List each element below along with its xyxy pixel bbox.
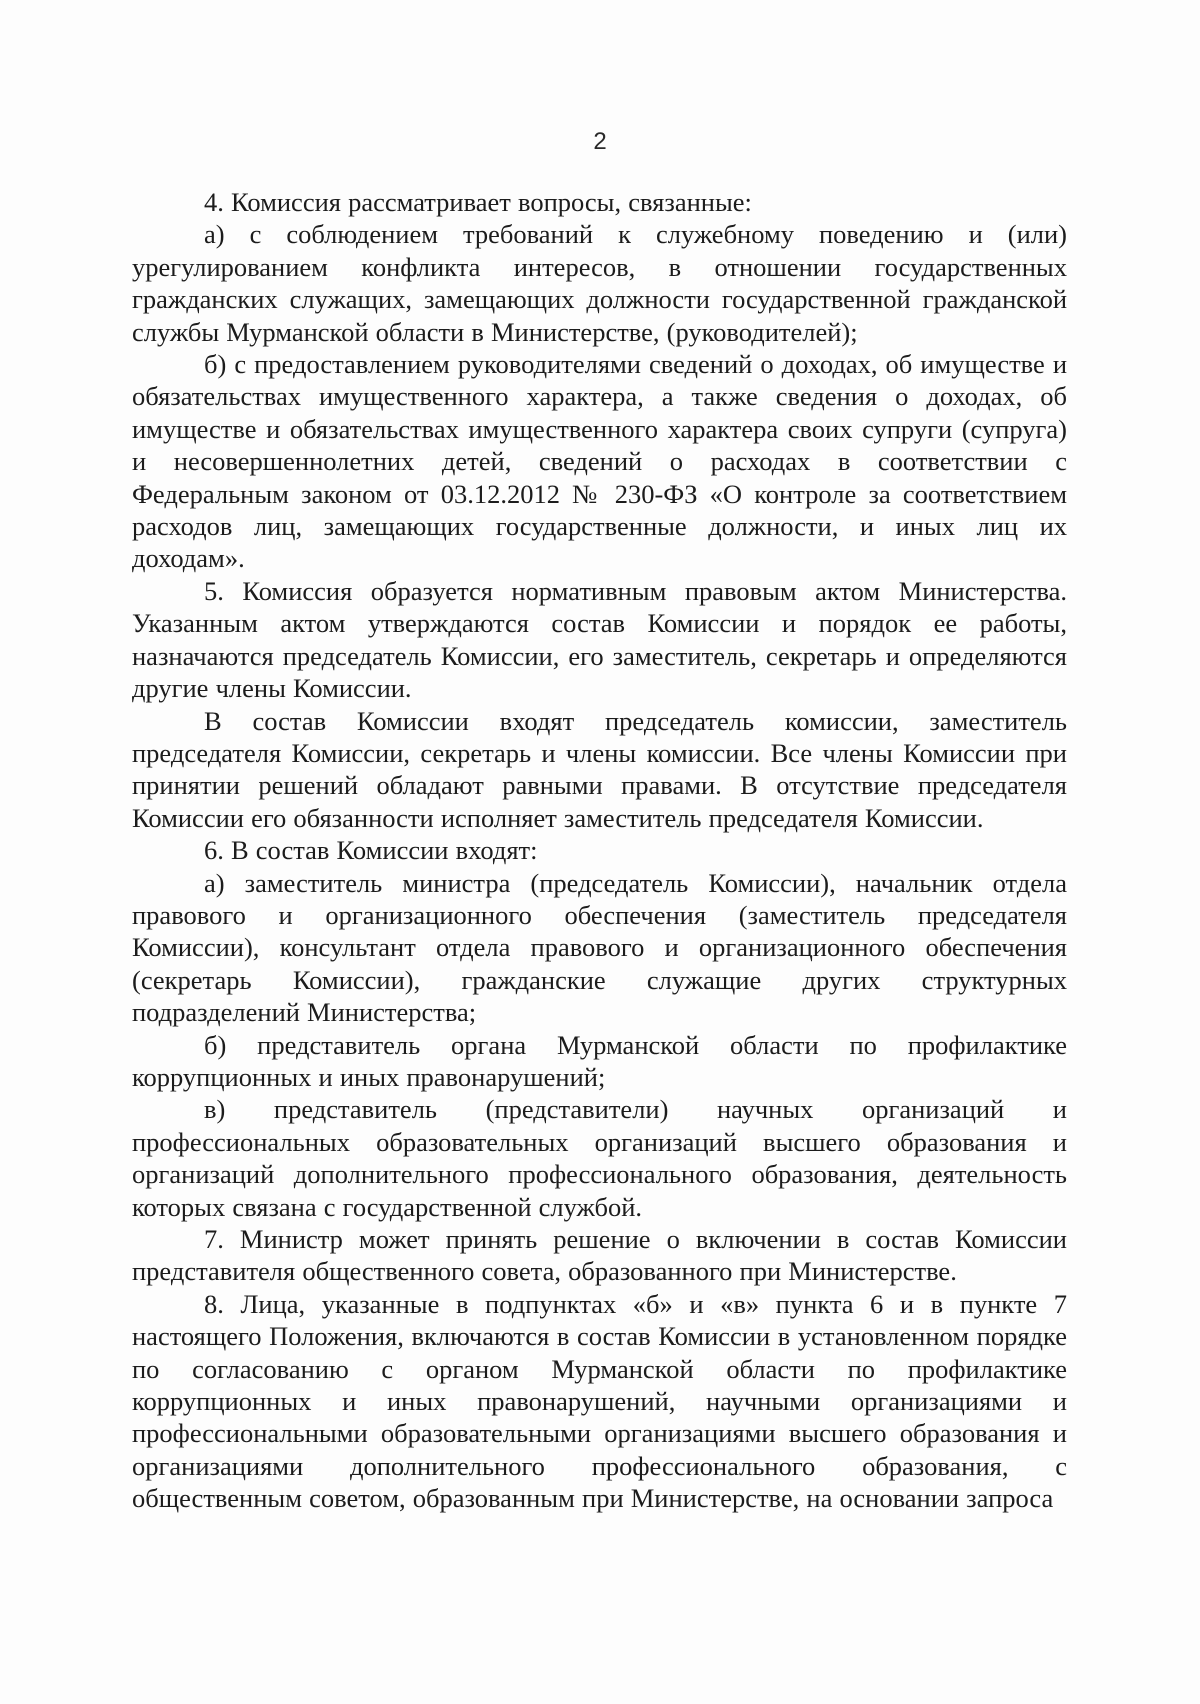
paragraph-6v: в) представитель (представители) научных организаций и профессиональных образовательных организаций высшего образования и организаций дополнительного профессионального образования, деятельность которых связана с государственной службой.: [132, 1094, 1067, 1222]
paragraph-6b: б) представитель органа Мурманской области по профилактике коррупционных и иных правонарушений;: [132, 1029, 1067, 1092]
paragraph-6a: а) заместитель министра (председатель Комиссии), начальник отдела правового и организационного обеспечения (заместитель председателя Комиссии), консультант отдела правового и организационного обеспечения (секретарь Комиссии), гражданские служащие других структурных подразделений Министерства;: [132, 867, 1067, 1028]
paragraph-4b: б) с предоставлением руководителями сведений о доходах, об имуществе и обязательствах имущественного характера, а также сведения о доходах, об имуществе и обязательствах имущественного характера своих супруги (супруга) и несовершеннолетних детей, сведений о расходах в соответствии с Федеральным законом от 03.12.2012 № 230-ФЗ «О контроле за соответствием расходов лиц, замещающих государственные должности, и иных лиц их доходам».: [132, 349, 1067, 574]
page-number: 2: [593, 128, 607, 155]
paragraph-5-composition: В состав Комиссии входят председатель комиссии, заместитель председателя Комиссии, секретарь и члены комиссии. Все члены Комиссии при принятии решений обладают равными правами. В отсутствие председателя Комиссии его обязанности исполняет заместитель председателя Комиссии.: [132, 705, 1067, 833]
paragraph-7: 7. Министр может принять решение о включении в состав Комиссии представителя общественного совета, образованного при Министерстве.: [132, 1224, 1067, 1287]
paragraph-4: 4. Комиссия рассматривает вопросы, связанные:: [204, 187, 752, 217]
paragraph-6: 6. В состав Комиссии входят:: [204, 835, 538, 866]
document-body: [132, 186, 1067, 1515]
paragraph-4a: а) с соблюдением требований к служебному поведению и (или) урегулированием конфликта интересов, в отношении государственных гражданских служащих, замещающих должности государственной гражданской службы Мурманской области в Министерстве, (руководителей);: [132, 219, 1067, 347]
paragraph-8: 8. Лица, указанные в подпунктах «б» и «в» пункта 6 и в пункте 7 настоящего Положения, включаются в состав Комиссии в установленном порядке по согласованию с органом Мурманской области по профилактике коррупционных и иных правонарушений, научными организациями и профессиональными образовательными организациями высшего образования и организациями дополнительного профессионального образования, с общественным советом, образованным при Министерстве, на основании запроса: [132, 1288, 1067, 1514]
paragraph-5: 5. Комиссия образуется нормативным правовым актом Министерства. Указанным актом утверждаются состав Комиссии и порядок ее работы, назначаются председатель Комиссии, его заместитель, секретарь и определяются другие члены Комиссии.: [132, 575, 1067, 704]
